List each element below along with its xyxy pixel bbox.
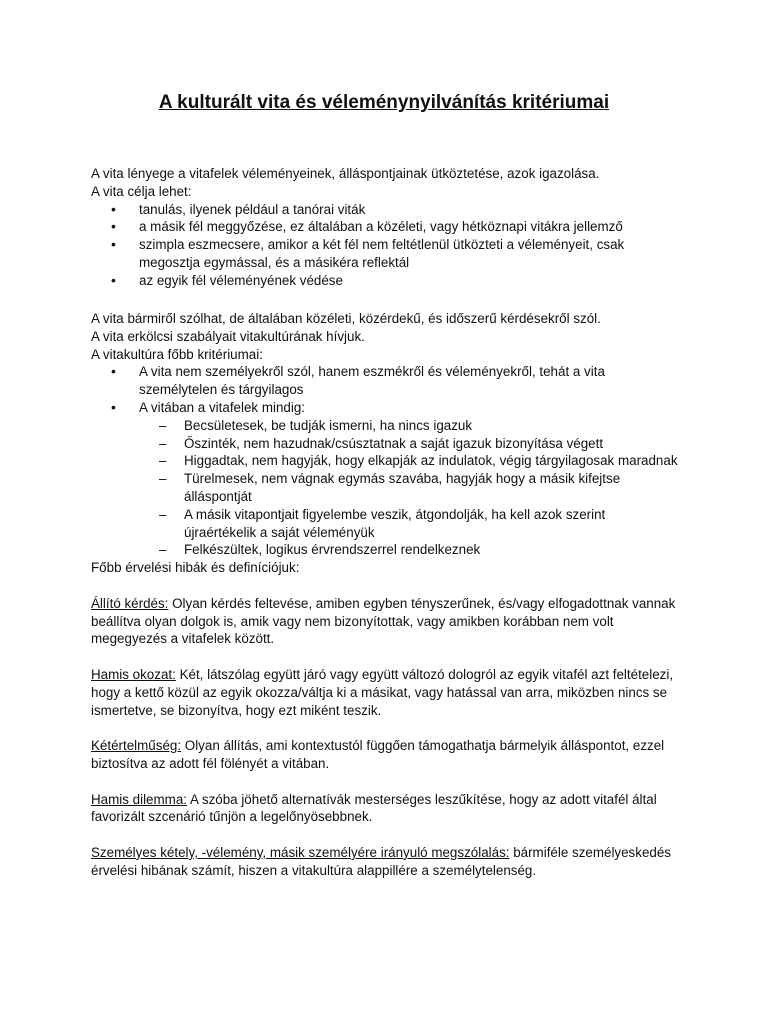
error-definition xyxy=(91,666,681,719)
error-term: Hamis dilemma: xyxy=(91,791,187,807)
list-item: – Felkészültek, logikus érvrendszerrel rendelkeznek xyxy=(91,541,681,559)
list-item: • az egyik fél véleményének védése xyxy=(91,272,681,290)
error-term: Hamis okozat: xyxy=(91,666,176,682)
error-text: bármiféle személyeskedés érvelési hibának számít, hiszen a vitakultúra alappillére a személytelenség. xyxy=(91,844,671,878)
list-item: – A másik vitapontjait figyelembe veszik, átgondolják, ha kell azok szerint újraértékelik a saját véleményük xyxy=(91,506,681,542)
intro-line-2: A vita célja lehet: xyxy=(91,183,192,199)
error-text: Olyan állítás, ami kontextustól függően támogathatja bármelyik álláspontot, ezzel biztosítva az adott fél fölényét a vitában. xyxy=(91,738,665,771)
intro-section xyxy=(91,165,681,290)
list-item: • szimpla eszmecsere, amikor a két fél nem feltétlenül ütközteti a véleményeit, csak megosztja egymással, és a másikéra reflektál xyxy=(91,236,681,272)
section2-line-3: A vitakultúra főbb kritériumai: xyxy=(91,346,263,362)
error-definition xyxy=(91,791,681,827)
list-item: • tanulás, ilyenek például a tanórai viták xyxy=(91,201,681,219)
document-title: A kulturált vita és véleménynyilvánítás kritériumai xyxy=(158,92,610,113)
list-item: – Becsületesek, be tudják ismerni, ha nincs igazuk xyxy=(91,417,681,435)
error-text: Két, látszólag együtt járó vagy együtt változó dologról az egyik vitafél azt feltételezi, hogy a kettő közül az egyik okozza/váltja ki a másikat, vagy hatással van arra, miközben nincs se ismertetve, se bizonyítva, hogy ezt miként teszik. xyxy=(91,666,674,718)
criteria-section xyxy=(91,310,681,880)
list-item: • A vitában a vitafelek mindig: xyxy=(91,399,681,417)
list-item: – Higgadtak, nem hagyják, hogy elkapják az indulatok, végig tárgyilagosak maradnak xyxy=(91,452,681,470)
errors-heading: Főbb érvelési hibák és definíciójuk: xyxy=(91,560,300,576)
error-text: A szóba jöhető alternatívák mesterséges leszűkítése, hogy az adott vitafél által favorizált szcenárió tűnjön a legelőnyösebbnek. xyxy=(91,791,657,825)
list-item: • A vita nem személyekről szól, hanem eszmékről és véleményekről, tehát a vita személytelen és tárgyilagos xyxy=(91,363,681,399)
error-term: Kétértelműség: xyxy=(91,738,182,754)
error-definition xyxy=(91,844,681,880)
debater-traits-list xyxy=(91,417,681,559)
list-item: – Őszinték, nem hazudnak/csúsztatnak a saját igazuk bizonyítása végett xyxy=(91,435,681,453)
criteria-list xyxy=(91,363,681,416)
error-term: Állító kérdés: xyxy=(91,595,169,611)
error-text: Olyan kérdés feltevése, amiben egyben tényszerűnek, és/vagy elfogadottnak vannak beállítva olyan dolgok is, amik vagy nem bizonyítottak, vagy amikben korábban nem volt megegyezés a vitafelek között. xyxy=(91,595,676,647)
error-term: Személyes kétely, -vélemény, másik személyére irányuló megszólalás: xyxy=(91,844,510,860)
error-definition xyxy=(91,737,681,773)
section2-line-2: A vita erkölcsi szabályait vitakultúrának hívjuk. xyxy=(91,328,365,344)
goals-list xyxy=(91,201,681,290)
intro-line-1: A vita lényege a vitafelek véleményeinek, álláspontjainak ütköztetése, azok igazolása. xyxy=(91,166,600,181)
list-item: • a másik fél meggyőzése, ez általában a közéleti, vagy hétköznapi vitákra jellemző xyxy=(91,218,681,236)
list-item: – Türelmesek, nem vágnak egymás szavába, hagyják hogy a másik kifejtse álláspontját xyxy=(91,470,681,506)
error-definition xyxy=(91,595,681,648)
section2-line-1: A vita bármiről szólhat, de általában közéleti, közérdekű, és időszerű kérdésekről szól. xyxy=(91,311,601,326)
